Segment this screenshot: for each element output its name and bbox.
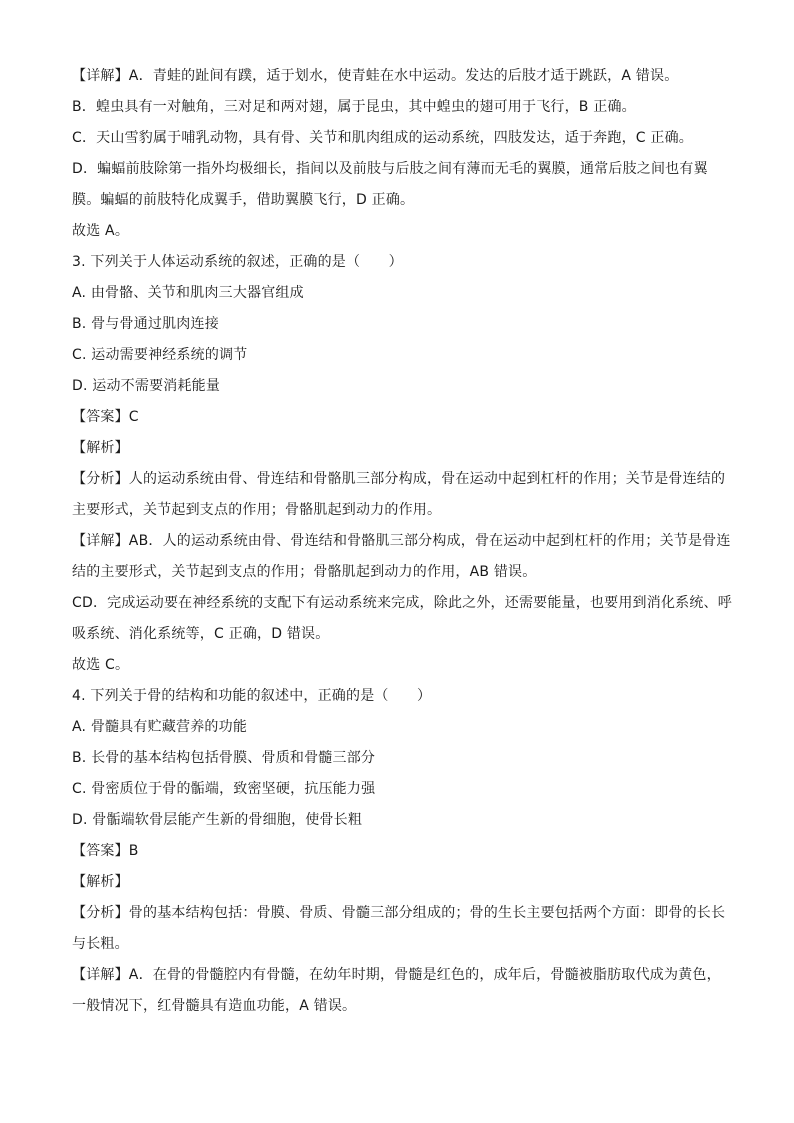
text-line: 【详解】AB．人的运动系统由骨、骨连结和骨骼肌三部分构成，骨在运动中起到杠杆的作用；关节是骨连 — [72, 533, 731, 549]
text-line: 吸系统、消化系统等，C 正确，D 错误。 — [72, 626, 330, 642]
text-line: 【分析】骨的基本结构包括：骨膜、骨质、骨髓三部分组成的；骨的生长主要包括两个方面：即骨的长长 — [72, 905, 726, 921]
analysis-heading: 【解析】 — [72, 874, 129, 890]
question-title: 4. 下列关于骨的结构和功能的叙述中，正确的是（ ） — [72, 688, 432, 704]
option-d: D. 运动不需要消耗能量 — [72, 378, 221, 394]
answer: 【答案】C — [72, 409, 139, 425]
analysis-heading: 【解析】 — [72, 440, 129, 456]
text-line: 与长粗。 — [72, 936, 129, 952]
option-a: A. 由骨骼、关节和肌肉三大器官组成 — [72, 285, 304, 301]
option-a: A. 骨髓具有贮藏营养的功能 — [72, 719, 248, 735]
text-line: CD．完成运动要在神经系统的支配下有运动系统来完成，除此之外，还需要能量，也要用到消化系统、呼 — [72, 595, 732, 611]
option-b: B. 长骨的基本结构包括骨膜、骨质和骨髓三部分 — [72, 750, 376, 766]
option-b: B. 骨与骨通过肌肉连接 — [72, 316, 219, 332]
text-line: 膜。蝙蝠的前肢特化成翼手，借助翼膜飞行，D 正确。 — [72, 192, 415, 208]
text-line: 主要形式，关节起到支点的作用；骨骼肌起到动力的作用。 — [72, 502, 442, 518]
option-c: C. 骨密质位于骨的骺端，致密坚硬，抗压能力强 — [72, 781, 376, 797]
question-title: 3. 下列关于人体运动系统的叙述，正确的是（ ） — [72, 254, 403, 270]
text-line: 【分析】人的运动系统由骨、骨连结和骨骼肌三部分构成，骨在运动中起到杠杆的作用；关节是骨连结的 — [72, 471, 726, 487]
option-c: C. 运动需要神经系统的调节 — [72, 347, 248, 363]
text-line: 故选 A。 — [72, 223, 130, 239]
answer: 【答案】B — [72, 843, 139, 859]
option-d: D. 骨骺端软骨层能产生新的骨细胞，使骨长粗 — [72, 812, 363, 828]
text-line: 一般情况下，红骨髓具有造血功能，A 错误。 — [72, 998, 357, 1014]
text-line: 故选 C。 — [72, 657, 130, 673]
text-line: 【详解】A．在骨的骨髓腔内有骨髓，在幼年时期，骨髓是红色的，成年后，骨髓被脂肪取代成为黄色， — [72, 967, 721, 983]
text-line: 结的主要形式，关节起到支点的作用；骨骼肌起到动力的作用，AB 错误。 — [72, 564, 537, 580]
text-line: D．蝙蝠前肢除第一指外均极细长，指间以及前肢与后肢之间有薄而无毛的翼膜，通常后肢之间也有翼 — [72, 161, 708, 177]
text-line: C．天山雪豹属于哺乳动物，具有骨、关节和肌肉组成的运动系统，四肢发达，适于奔跑，C 正确。 — [72, 130, 693, 146]
text-line: 【详解】A．青蛙的趾间有蹼，适于划水，使青蛙在水中运动。发达的后肢才适于跳跃，A 错误。 — [72, 68, 679, 84]
text-line: B．蝗虫具有一对触角，三对足和两对翅，属于昆虫，其中蝗虫的翅可用于飞行，B 正确。 — [72, 99, 636, 115]
